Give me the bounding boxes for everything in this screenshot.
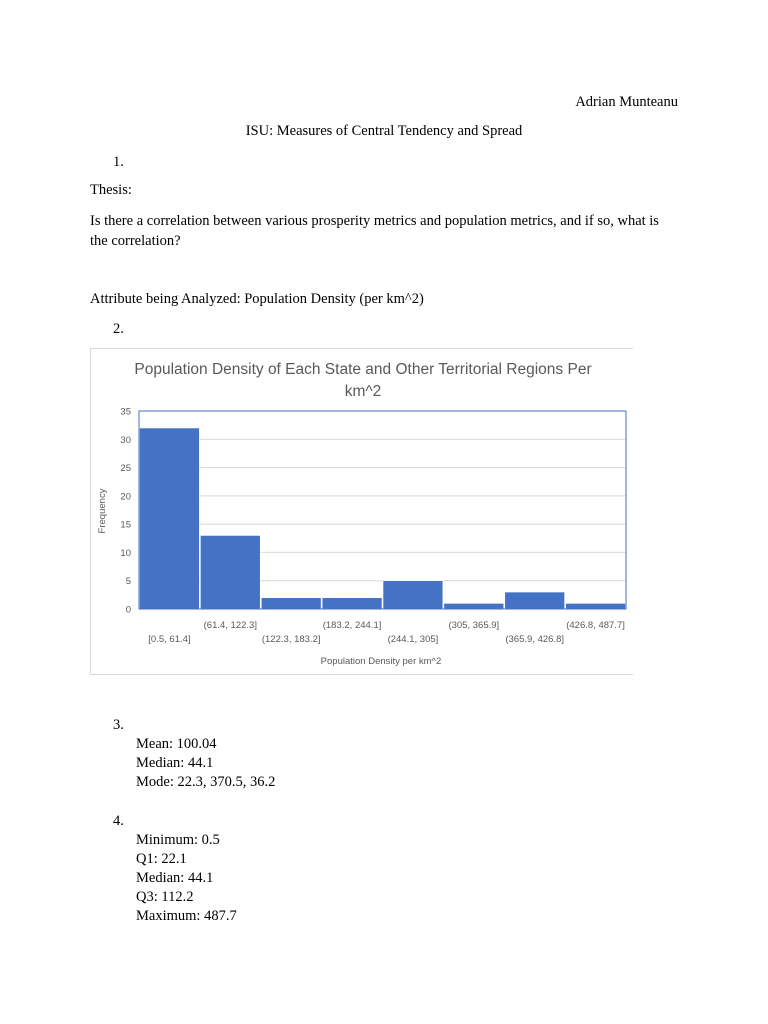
x-tick-label: (183.2, 244.1] bbox=[322, 620, 382, 631]
central-tendency-list bbox=[136, 735, 275, 792]
x-tick-label: (122.3, 183.2] bbox=[261, 634, 321, 645]
histogram-bar bbox=[566, 603, 626, 609]
question-4-number: 4. bbox=[113, 813, 124, 829]
y-tick-label: 0 bbox=[125, 604, 131, 616]
y-tick-label: 35 bbox=[120, 406, 131, 418]
mode-line: Mode: 22.3, 370.5, 36.2 bbox=[136, 774, 276, 790]
histogram-bar bbox=[140, 428, 200, 609]
histogram-bar bbox=[383, 581, 443, 609]
x-tick-label: (305, 365.9] bbox=[448, 620, 500, 631]
y-tick-label: 15 bbox=[120, 519, 131, 531]
histogram-bar bbox=[505, 592, 565, 609]
x-tick-label: (61.4, 122.3] bbox=[203, 620, 257, 631]
maximum-line: Maximum: 487.7 bbox=[136, 908, 237, 924]
x-tick-label: (365.9, 426.8] bbox=[505, 634, 565, 645]
x-axis-label: Population Density per km^2 bbox=[320, 656, 442, 667]
histogram-bar bbox=[261, 598, 321, 609]
x-tick-label: [0.5, 61.4] bbox=[148, 634, 191, 645]
thesis-label: Thesis: bbox=[90, 182, 132, 198]
question-2-number: 2. bbox=[113, 321, 124, 337]
thesis-question: Is there a correlation between various prosperity metrics and population metrics, and if so, what is the correlation? bbox=[90, 213, 659, 249]
median-line: Median: 44.1 bbox=[136, 755, 214, 771]
y-tick-label: 25 bbox=[120, 463, 131, 475]
question-3-number: 3. bbox=[113, 717, 124, 733]
minimum-line: Minimum: 0.5 bbox=[136, 832, 220, 848]
y-tick-label: 10 bbox=[120, 547, 131, 559]
q1-line: Q1: 22.1 bbox=[136, 851, 187, 867]
author-name: Adrian Munteanu bbox=[575, 94, 678, 110]
x-tick-label: (244.1, 305] bbox=[387, 634, 439, 645]
mean-line: Mean: 100.04 bbox=[136, 736, 217, 752]
chart-title-line2: km^2 bbox=[344, 383, 382, 400]
histogram-chart bbox=[90, 348, 633, 675]
attribute-line: Attribute being Analyzed: Population Density (per km^2) bbox=[90, 291, 424, 307]
y-tick-label: 5 bbox=[125, 576, 131, 588]
y-axis-label: Frequency bbox=[97, 488, 108, 534]
histogram-bar bbox=[444, 603, 504, 609]
chart-title-line1: Population Density of Each State and Other Territorial Regions Per bbox=[134, 361, 592, 378]
q3-line: Q3: 112.2 bbox=[136, 889, 194, 905]
median-line-2: Median: 44.1 bbox=[136, 870, 214, 886]
question-1-number: 1. bbox=[113, 154, 124, 170]
histogram-svg bbox=[91, 349, 634, 676]
histogram-bar bbox=[322, 598, 382, 609]
five-number-summary-list bbox=[136, 831, 237, 926]
y-tick-label: 30 bbox=[120, 434, 131, 446]
histogram-bar bbox=[200, 535, 260, 609]
x-tick-label: (426.8, 487.7] bbox=[566, 620, 625, 631]
document-title: ISU: Measures of Central Tendency and Spread bbox=[245, 123, 523, 139]
y-tick-label: 20 bbox=[120, 491, 131, 503]
